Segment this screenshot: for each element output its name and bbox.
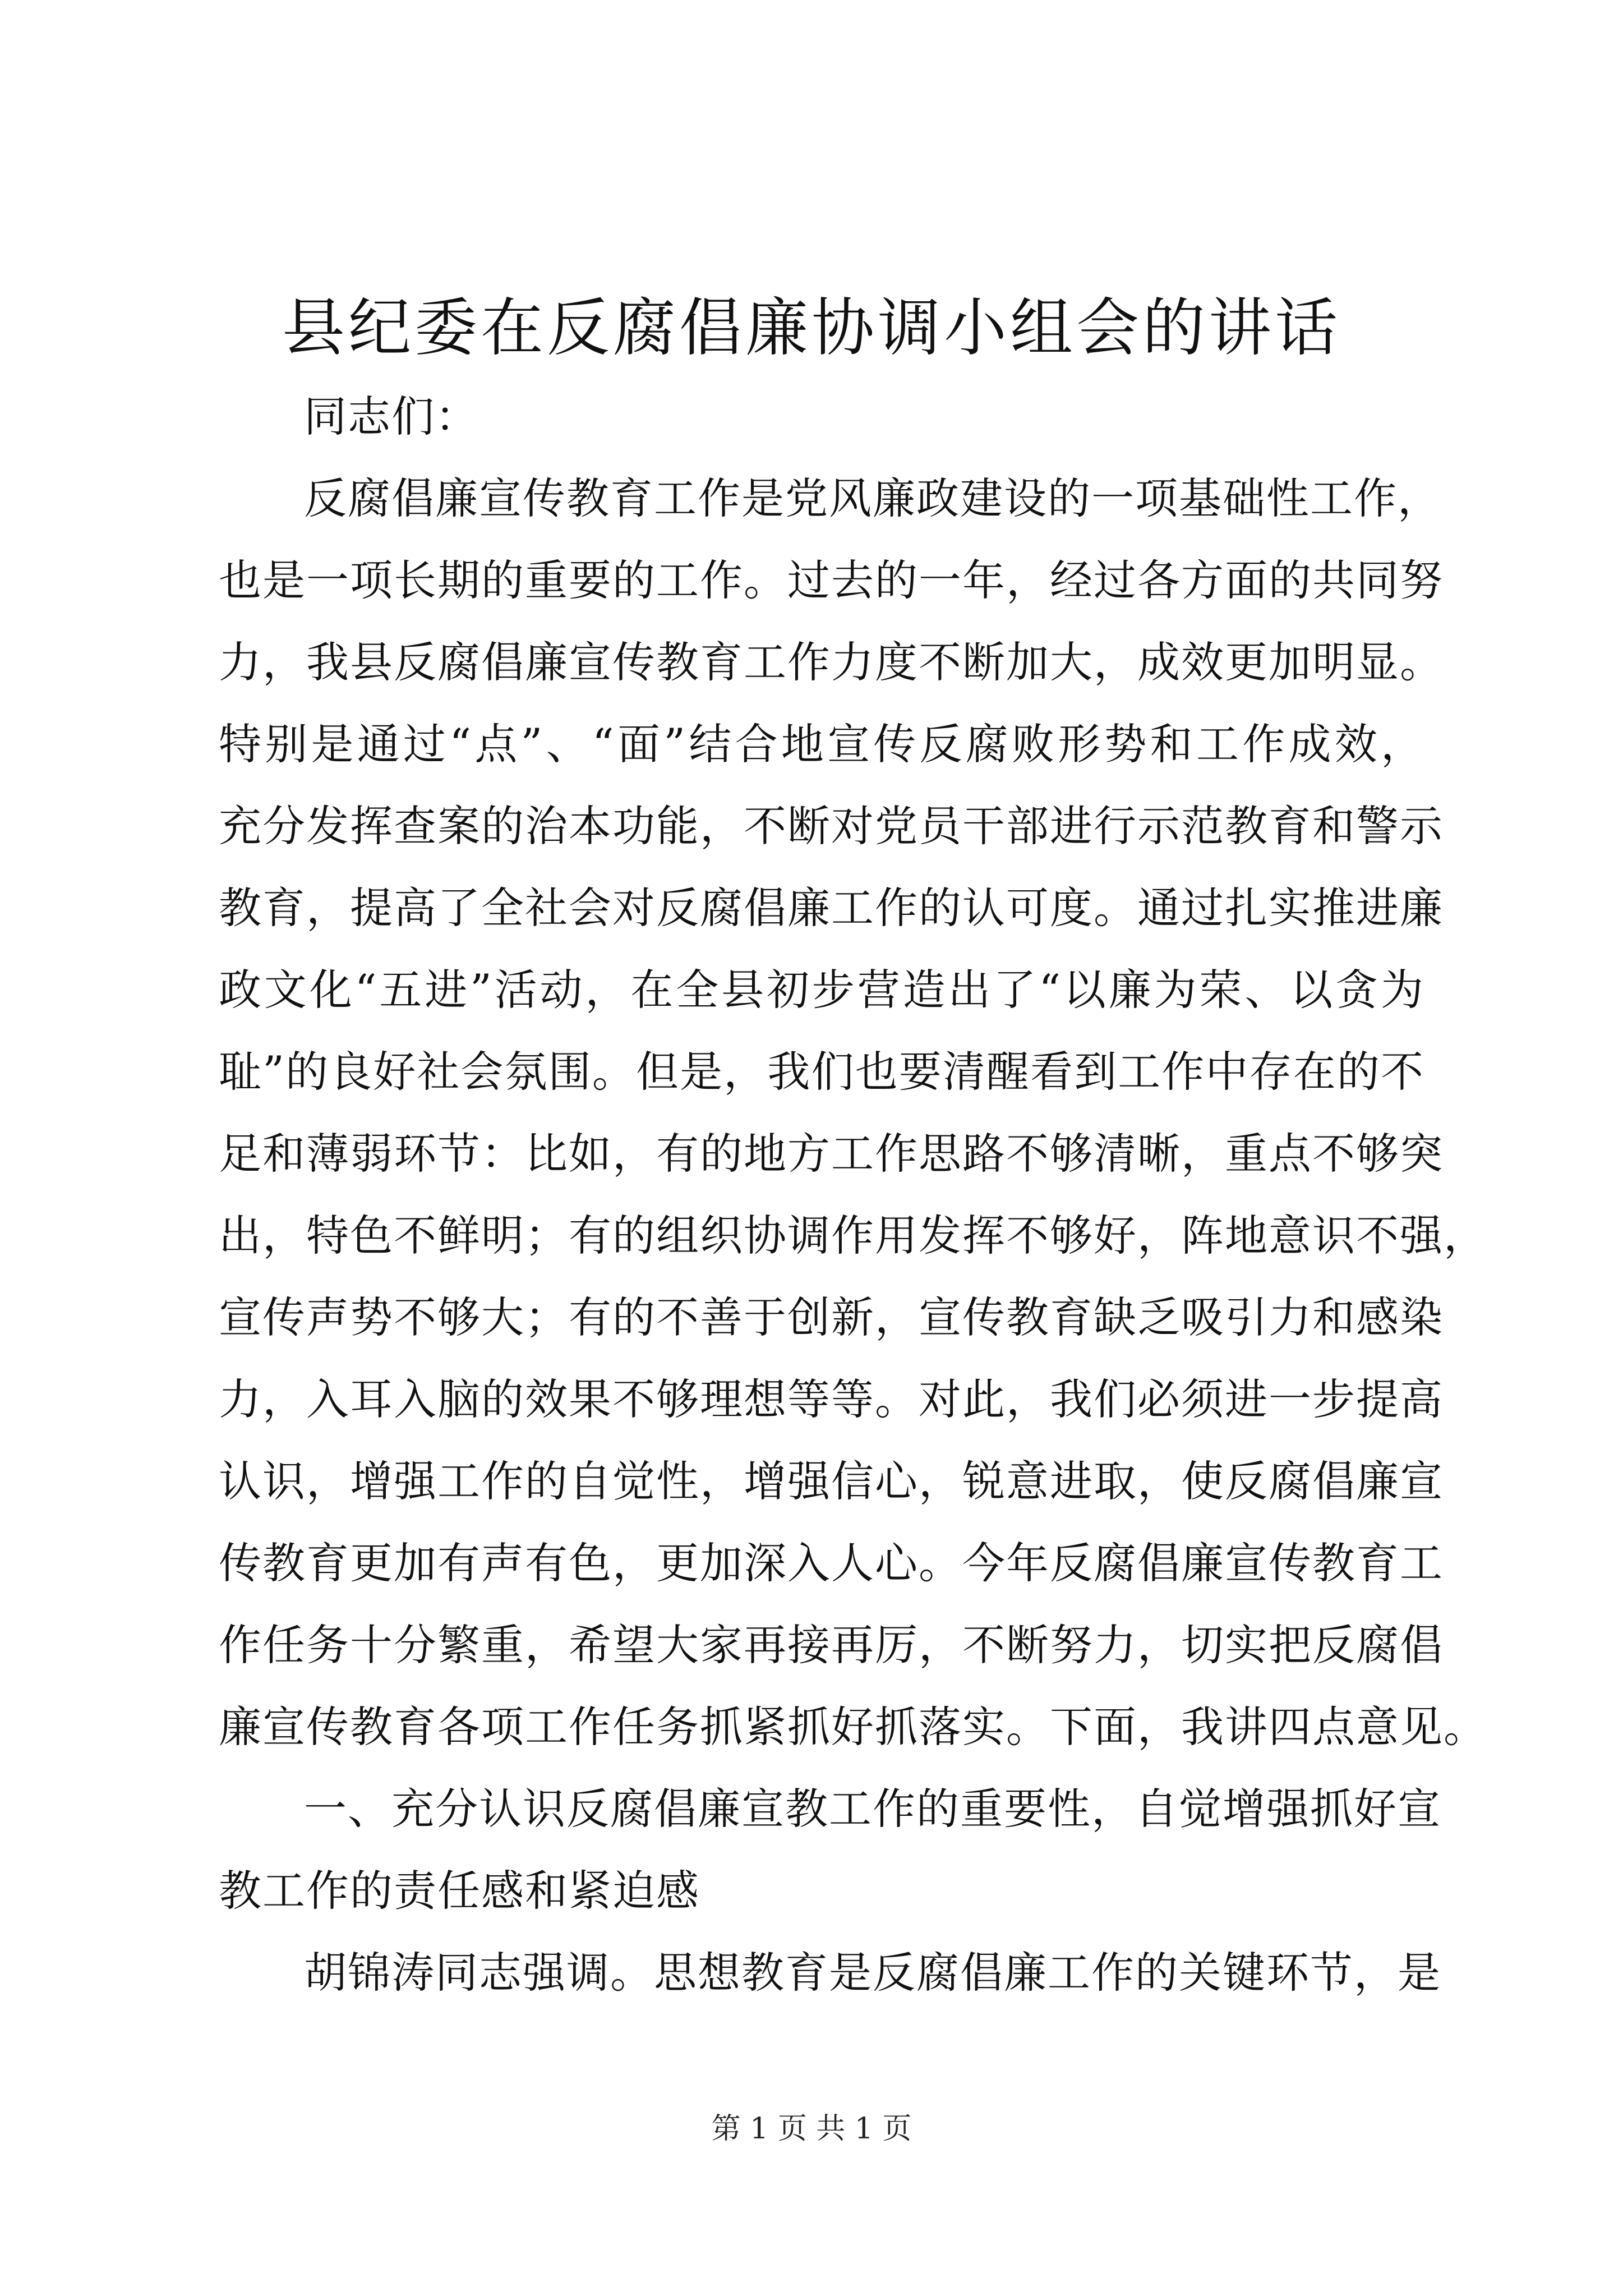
paragraph-2	[219, 1932, 1441, 2014]
paragraph-line: 出，特色不鲜明；有的组织协调作用发挥不够好，阵地意识不强，	[219, 1211, 1487, 1260]
paragraph-line: 廉宣传教育各项工作任务抓紧抓好抓落实。下面，我讲四点意见。	[219, 1702, 1487, 1752]
paragraph-line: 政文化“五进”活动，在全县初步营造出了“以廉为荣、以贪为	[219, 965, 1424, 1015]
paragraph-line: 胡锦涛同志强调。思想教育是反腐倡廉工作的关键环节，是	[304, 1948, 1441, 1998]
paragraph-line: 传教育更加有声有色，更加深入人心。今年反腐倡廉宣传教育工	[219, 1538, 1444, 1588]
paragraph-line: 充分发挥查案的治本功能，不断对党员干部进行示范教育和警示	[219, 801, 1444, 851]
paragraph-line: 特别是通过“点”、“面”结合地宣传反腐败形势和工作成效，	[219, 719, 1424, 769]
paragraph-line: 反腐倡廉宣传教育工作是党风廉政建设的一项基础性工作，	[304, 473, 1441, 523]
paragraph-1	[219, 458, 1487, 1768]
section-heading-1	[219, 1768, 1441, 1932]
paragraph-line: 足和薄弱环节：比如，有的地方工作思路不够清晰，重点不够突	[219, 1129, 1444, 1179]
document-title: 县纪委在反腐倡廉协调小组会的讲话	[282, 292, 1341, 365]
heading-line: 一、充分认识反腐倡廉宣教工作的重要性，自觉增强抓好宣	[304, 1784, 1441, 1834]
page-number-footer: 第 1 页 共 1 页	[711, 2112, 912, 2146]
paragraph-line: 耻”的良好社会氛围。但是，我们也要清醒看到工作中存在的不	[219, 1047, 1424, 1097]
paragraph-line: 作任务十分繁重，希望大家再接再厉，不断努力，切实把反腐倡	[219, 1620, 1444, 1670]
greeting-line: 同志们：	[304, 392, 479, 441]
paragraph-line: 宣传声势不够大；有的不善于创新，宣传教育缺乏吸引力和感染	[219, 1292, 1444, 1342]
heading-line: 教工作的责任感和紧迫感	[219, 1866, 700, 1916]
paragraph-line: 教育，提高了全社会对反腐倡廉工作的认可度。通过扎实推进廉	[219, 883, 1444, 933]
paragraph-line: 力，我县反腐倡廉宣传教育工作力度不断加大，成效更加明显。	[219, 637, 1444, 687]
document-body	[219, 376, 1487, 2014]
paragraph-line: 认识，增强工作的自觉性，增强信心，锐意进取，使反腐倡廉宣	[219, 1456, 1444, 1506]
paragraph-line: 力，入耳入脑的效果不够理想等等。对此，我们必须进一步提高	[219, 1374, 1444, 1424]
paragraph-line: 也是一项长期的重要的工作。过去的一年，经过各方面的共同努	[219, 555, 1444, 605]
